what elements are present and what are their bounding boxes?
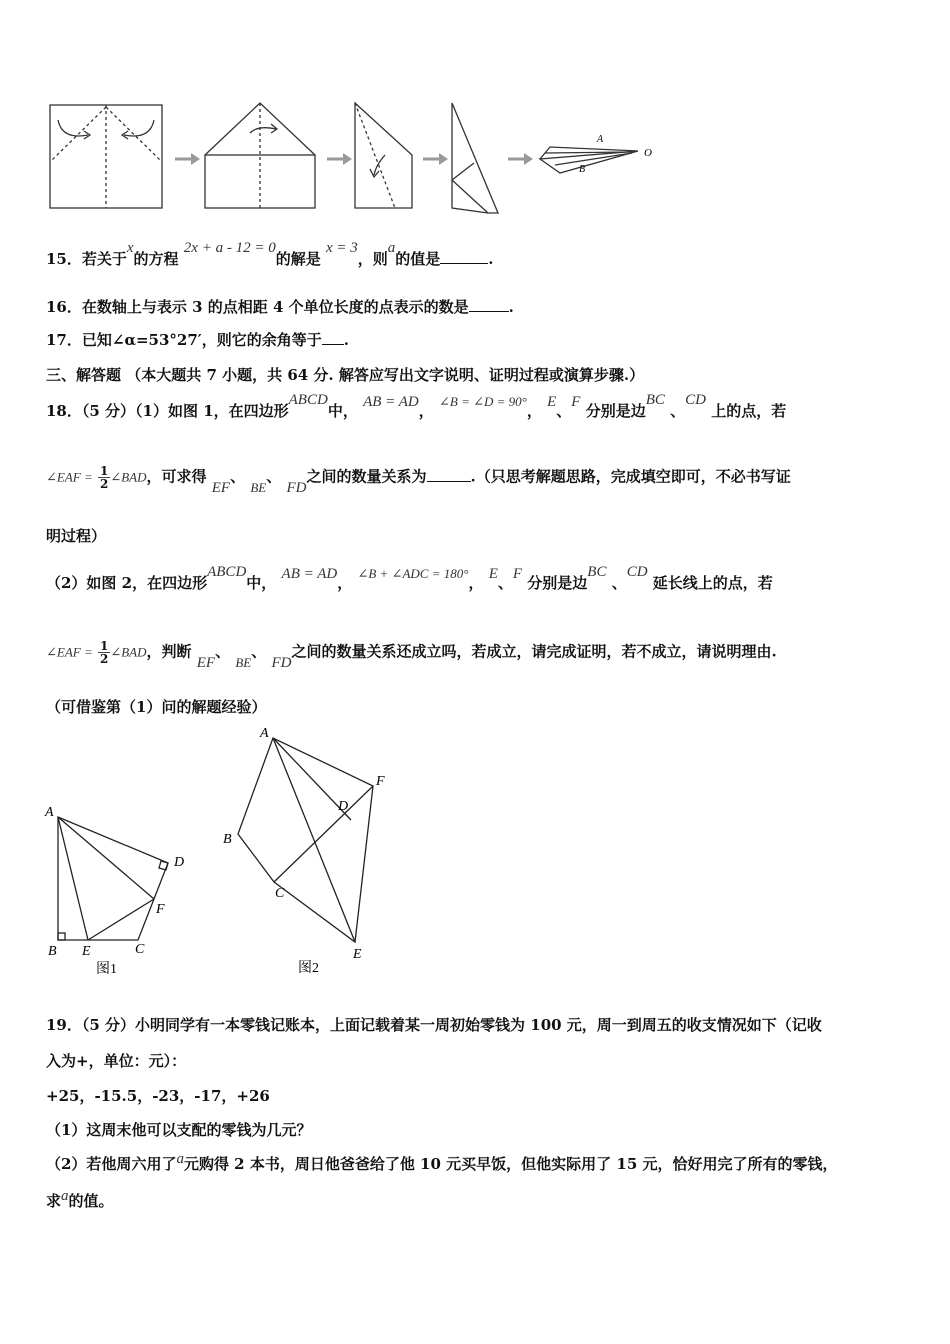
fig1-label-b: B: [48, 944, 57, 959]
q18-p2-abcd: ABCD: [207, 564, 247, 580]
q18-p2-ab-ad: AB = AD: [281, 566, 338, 582]
q17-answer-blank[interactable]: [322, 330, 344, 345]
q18-eaf: ∠EAF =: [46, 469, 93, 485]
q19-line-6: [46, 1190, 114, 1211]
q18-panduan: ，判断: [146, 642, 192, 661]
question-15: [46, 240, 494, 269]
fig1-label-f: F: [156, 902, 165, 917]
q15-var-x: x: [126, 240, 134, 256]
fig1-label-a: A: [45, 805, 54, 820]
fig2-label-c: C: [275, 886, 285, 901]
q18-be: BE: [250, 479, 267, 495]
q18-p2-dun: 、: [497, 574, 513, 592]
question-17: [46, 329, 349, 350]
fig1-label-c: C: [135, 942, 145, 957]
section-3-text: 三、解答题 （本大题共 7 小题，共 64 分. 解答应写出文字说明、证明过程或演算步骤.）: [46, 366, 645, 384]
fig1-label-e: E: [82, 944, 91, 959]
q18-half-den: 2: [99, 477, 109, 491]
fig2-label-d: D: [338, 799, 349, 814]
fig2-label-e: E: [353, 947, 362, 962]
q18-p2-label: （2）如图 2，在四边形: [46, 574, 208, 592]
q18-note: .（只思考解题思路，完成填空即可，不必书写证: [470, 467, 791, 486]
q18-p2-half-den: 2: [99, 652, 109, 666]
q18-p2-f: F: [512, 566, 523, 582]
q18-p2-fd: FD: [271, 654, 292, 671]
q19-var-a-2: a: [61, 1188, 69, 1204]
q18-ef: EF: [211, 479, 231, 496]
q15-end: .: [488, 250, 494, 268]
q19-line-3: [46, 1085, 270, 1106]
q15-solution: x = 3: [325, 240, 358, 256]
fig2-label-f: F: [376, 774, 385, 789]
q18-chengli: 之间的数量关系还成立吗，若成立，请完成证明，若不成立，请说明理由.: [291, 642, 777, 661]
q18-dun-3: 、: [230, 467, 246, 486]
q18-note-2: 明过程）: [46, 527, 107, 545]
q18-comma-2: ，: [526, 402, 542, 420]
q18-p2-bc: BC: [587, 564, 607, 580]
q15-text-4: ，则: [357, 250, 388, 268]
q18-label: 18．（5 分）（1）如图 1，在四边形: [46, 402, 289, 420]
q18-line-1: [46, 392, 787, 421]
q19-text-6b: 的值。: [68, 1192, 114, 1210]
q18-half-fraction: [98, 465, 110, 490]
q19-text-2: 入为+，单位：元）：: [46, 1052, 187, 1070]
figure-1: [40, 795, 200, 980]
q16-end: .: [508, 298, 514, 316]
q18-p2-half-fraction: [98, 640, 110, 665]
q19-line-1: [46, 1014, 822, 1035]
q18-p2-e: E: [488, 566, 498, 582]
plane-label-b: B: [579, 164, 586, 175]
q18-bad: ∠BAD: [110, 469, 147, 485]
q19-text-5b: 元购得 2 本书，周日他爸爸给了他 10 元买早饭，但他实际用了 15 元，恰好用完了所有的零钱，: [183, 1155, 838, 1173]
q18-p2-comma: ，: [337, 574, 353, 592]
q18-p2-bad: ∠BAD: [110, 644, 147, 660]
q18-p2-dun-2: 、: [611, 574, 627, 592]
q18-cd: CD: [685, 392, 706, 408]
q18-p2-eaf: ∠EAF =: [46, 644, 93, 660]
q18-p2-half-num: 1: [99, 639, 109, 653]
fig1-label-d: D: [174, 855, 185, 870]
q19-var-a: a: [176, 1151, 184, 1167]
q18-dun-2: 、: [670, 402, 686, 420]
q18-line-4: [46, 564, 773, 593]
q15-text-1: 15．若关于: [46, 250, 127, 268]
fig2-label-b: B: [223, 832, 232, 847]
q18-answer-blank[interactable]: [427, 467, 471, 482]
q18-line-2: [46, 464, 791, 496]
q18-p2-cd: CD: [626, 564, 648, 580]
q18-line-6: [46, 696, 266, 717]
q18-e: E: [547, 394, 557, 410]
q18-abcd: ABCD: [288, 392, 328, 408]
fig1-caption: 图1: [96, 962, 117, 977]
q19-line-5: [46, 1153, 837, 1174]
q18-p2-dun-4: 、: [251, 642, 267, 661]
q18-fenbie: 分别是边: [585, 402, 646, 420]
q18-zhong: 中，: [327, 402, 358, 420]
q17-text: 17．已知∠α=53°27′，则它的余角等于: [46, 331, 322, 349]
q15-equation: 2x + a - 12 = 0: [183, 240, 276, 256]
section-3-heading: [46, 364, 644, 385]
q19-text-5a: （2）若他周六用了: [46, 1155, 177, 1173]
q18-angles-1: ∠B = ∠D = 90°: [438, 394, 527, 409]
q19-text-4: （1）这周末他可以支配的零钱为几元？: [46, 1121, 312, 1139]
question-16: [46, 296, 514, 317]
q18-p2-ef: EF: [196, 654, 216, 671]
q18-dun: 、: [556, 402, 572, 420]
q18-shang: 上的点，若: [711, 402, 787, 420]
q18-dun-4: 、: [266, 467, 282, 486]
q19-line-4: [46, 1119, 311, 1140]
q19-text-3: +25，-15.5，-23，-17，+26: [46, 1087, 270, 1105]
fig2-caption: 图2: [298, 961, 319, 976]
fig2-label-a: A: [260, 726, 269, 741]
q18-half-num: 1: [99, 464, 109, 478]
q15-text-5: 的值是: [395, 250, 441, 268]
q15-answer-blank[interactable]: [440, 249, 488, 264]
q18-line-5: [46, 639, 777, 671]
q15-text-2: 的方程: [133, 250, 179, 268]
q18-yanchang: 延长线上的点，若: [652, 574, 773, 592]
q18-comma: ，: [418, 402, 434, 420]
q18-kqiude: ，可求得: [146, 467, 207, 486]
q18-p2-dun-3: 、: [215, 642, 231, 661]
q17-end: .: [343, 331, 349, 349]
q16-text: 16．在数轴上与表示 3 的点相距 4 个单位长度的点表示的数是: [46, 298, 469, 316]
q15-text-3: 的解是: [275, 250, 321, 268]
q18-f: F: [571, 394, 581, 410]
figure-2: [218, 722, 398, 977]
q18-p2-be: BE: [235, 654, 252, 670]
q18-p2-zhong: 中，: [246, 574, 277, 592]
q18-p2-comma-2: ，: [468, 574, 484, 592]
q18-p2-fenbie: 分别是边: [527, 574, 588, 592]
q18-fd: FD: [286, 479, 307, 496]
q19-line-2: [46, 1050, 186, 1071]
q18-jiejian: （可借鉴第（1）问的解题经验）: [46, 698, 267, 716]
q18-line-3: [46, 525, 106, 546]
q18-zhijian: 之间的数量关系为: [306, 467, 427, 486]
q15-var-a: a: [387, 240, 396, 256]
plane-label-a: A: [597, 134, 604, 145]
q16-answer-blank[interactable]: [469, 297, 509, 312]
q18-ab-ad: AB = AD: [363, 394, 419, 410]
q19-text-1: 19．（5 分）小明同学有一本零钱记账本，上面记载着某一周初始零钱为 100 元，周一到周五的收支情况如下（记收: [46, 1016, 822, 1034]
q19-text-6a: 求: [46, 1192, 62, 1210]
plane-label-o: O: [644, 147, 652, 159]
q18-bc: BC: [645, 392, 665, 408]
q18-angles-2: ∠B + ∠ADC = 180°: [357, 566, 469, 581]
folding-diagram: [40, 95, 680, 220]
